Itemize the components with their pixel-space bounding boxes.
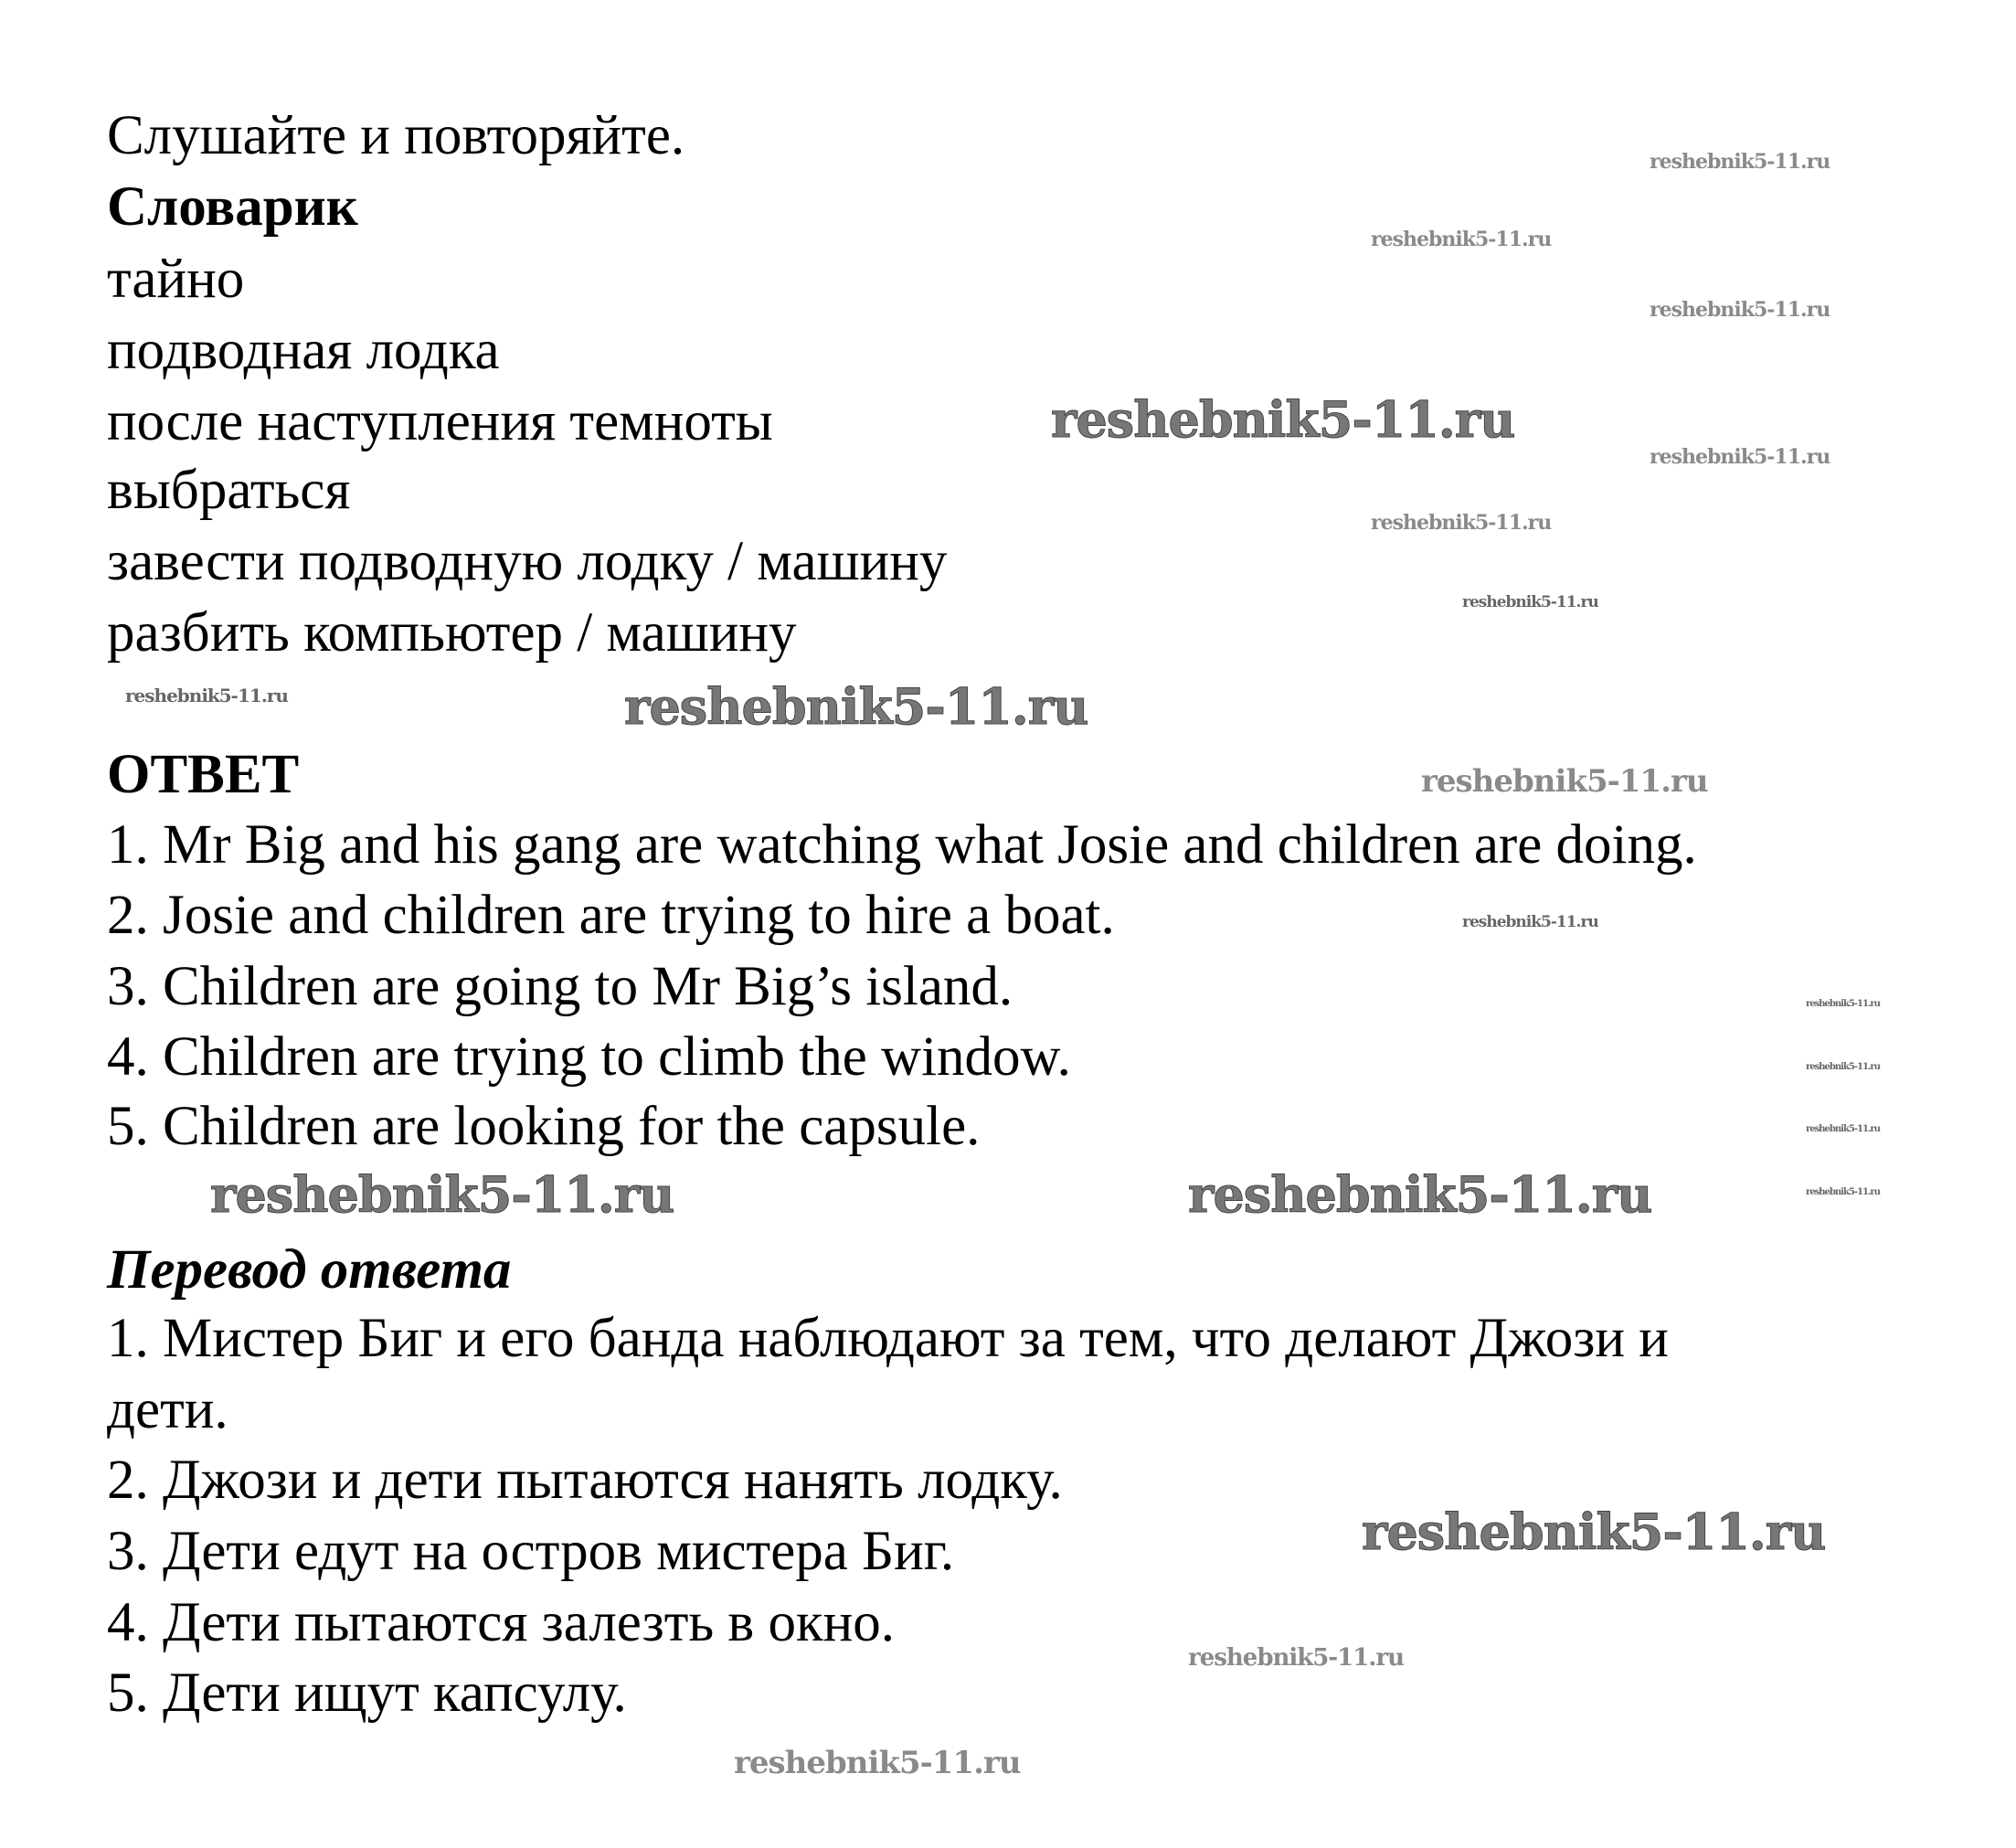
watermark: reshebnik5-11.ru — [1650, 445, 1830, 469]
translation-item: 5. Дети ищут капсулу. — [107, 1662, 627, 1724]
watermark: reshebnik5-11.ru — [734, 1745, 1021, 1781]
translation-item: 3. Дети едут на остров мистера Биг. — [107, 1521, 955, 1582]
answer-item: 5. Children are looking for the capsule. — [107, 1096, 981, 1157]
watermark: reshebnik5-11.ru — [1462, 593, 1598, 611]
translation-heading: Перевод ответа — [107, 1239, 512, 1301]
translation-item: 4. Дети пытаются залезть в окно. — [107, 1592, 896, 1653]
translation-item: 1. Мистер Биг и его банда наблюдают за тем, что делают Джози и — [107, 1308, 1669, 1369]
vocab-item: подводная лодка — [107, 320, 500, 381]
vocab-item: тайно — [107, 249, 245, 310]
watermark: reshebnik5-11.ru — [1371, 228, 1552, 251]
watermark: reshebnik5-11.ru — [1188, 1165, 1652, 1224]
vocab-item: выбраться — [107, 460, 351, 521]
watermark: reshebnik5-11.ru — [1806, 999, 1880, 1009]
watermark: reshebnik5-11.ru — [1188, 1644, 1405, 1672]
translation-item: дети. — [107, 1379, 228, 1440]
watermark: reshebnik5-11.ru — [1362, 1503, 1826, 1561]
watermark: reshebnik5-11.ru — [1371, 511, 1552, 535]
watermark: reshebnik5-11.ru — [1806, 1187, 1880, 1197]
watermark: reshebnik5-11.ru — [1650, 150, 1830, 174]
watermark: reshebnik5-11.ru — [1806, 1124, 1880, 1134]
vocab-heading: Словарик — [107, 176, 358, 238]
watermark: reshebnik5-11.ru — [210, 1165, 674, 1224]
watermark: reshebnik5-11.ru — [1421, 763, 1708, 800]
vocab-item: после наступления темноты — [107, 391, 773, 452]
answer-item: 2. Josie and children are trying to hire a boat. — [107, 885, 1115, 946]
watermark: reshebnik5-11.ru — [1051, 390, 1515, 449]
vocab-item: разбить компьютер / машину — [107, 602, 797, 664]
instruction: Слушайте и повторяйте. — [107, 105, 685, 166]
watermark: reshebnik5-11.ru — [1806, 1062, 1880, 1072]
vocab-item: завести подводную лодку / машину — [107, 531, 948, 592]
watermark: reshebnik5-11.ru — [1650, 298, 1830, 322]
answer-item: 1. Mr Big and his gang are watching what Josie and children are doing. — [107, 814, 1697, 876]
watermark: reshebnik5-11.ru — [624, 677, 1088, 736]
answer-item: 3. Children are going to Mr Big’s island. — [107, 956, 1013, 1017]
translation-item: 2. Джози и дети пытаются нанять лодку. — [107, 1450, 1063, 1511]
watermark: reshebnik5-11.ru — [1462, 913, 1598, 931]
watermark: reshebnik5-11.ru — [125, 685, 288, 706]
answer-item: 4. Children are trying to climb the window. — [107, 1026, 1071, 1088]
answer-heading: ОТВЕТ — [107, 744, 300, 805]
